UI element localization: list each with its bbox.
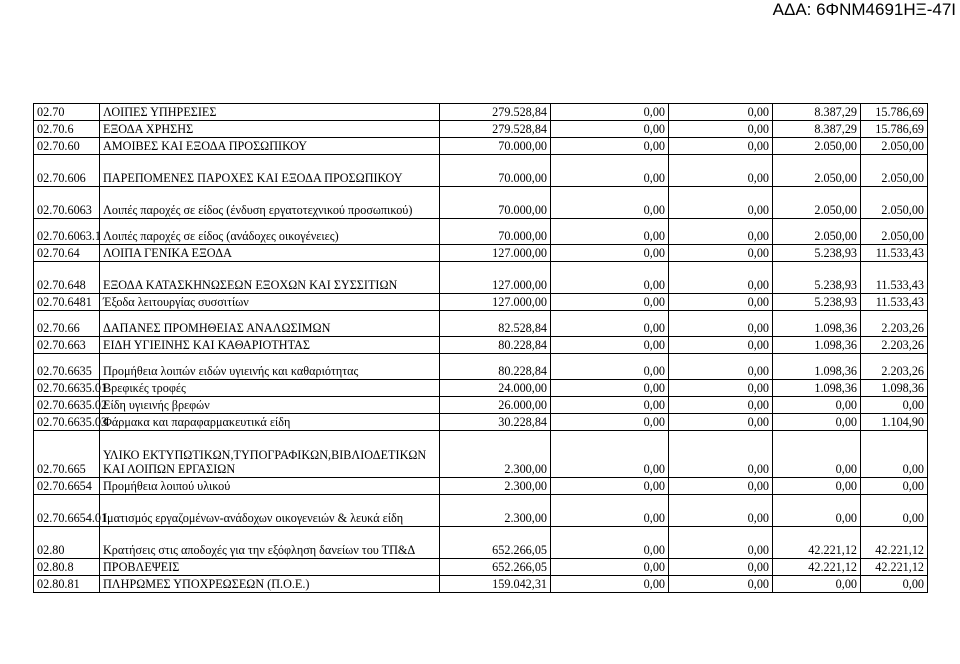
amount-col-4: 42.221,12	[773, 527, 861, 559]
table-row	[34, 431, 928, 478]
table-row	[34, 155, 928, 187]
account-description: ΕΞΟΔΑ ΧΡΗΣΗΣ	[100, 121, 440, 138]
amount-col-2: 0,00	[551, 478, 669, 495]
amount-col-5: 42.221,12	[861, 527, 928, 559]
budget-table-body	[34, 104, 928, 593]
amount-col-2: 0,00	[551, 354, 669, 380]
amount-col-3: 0,00	[669, 219, 773, 245]
budgeted-amount: 26.000,00	[440, 397, 551, 414]
budgeted-amount: 127.000,00	[440, 262, 551, 294]
table-row	[34, 138, 928, 155]
amount-col-3: 0,00	[669, 559, 773, 576]
account-code: 02.80	[34, 527, 100, 559]
amount-col-5: 0,00	[861, 397, 928, 414]
table-row	[34, 559, 928, 576]
budgeted-amount: 24.000,00	[440, 380, 551, 397]
amount-col-2: 0,00	[551, 527, 669, 559]
account-code: 02.80.8	[34, 559, 100, 576]
account-code: 02.70.606	[34, 155, 100, 187]
amount-col-5: 1.098,36	[861, 380, 928, 397]
amount-col-5: 0,00	[861, 576, 928, 593]
account-description: Βρεφικές τροφές	[100, 380, 440, 397]
amount-col-4: 0,00	[773, 414, 861, 431]
amount-col-4: 0,00	[773, 495, 861, 527]
amount-col-4: 8.387,29	[773, 104, 861, 121]
amount-col-2: 0,00	[551, 337, 669, 354]
account-code: 02.70.6063	[34, 187, 100, 219]
amount-col-3: 0,00	[669, 311, 773, 337]
amount-col-4: 2.050,00	[773, 187, 861, 219]
amount-col-4: 1.098,36	[773, 380, 861, 397]
amount-col-2: 0,00	[551, 559, 669, 576]
account-code: 02.70.6635	[34, 354, 100, 380]
ada-identifier: ΑΔΑ: 6ΦΝΜ4691ΗΞ-47Ι	[772, 0, 956, 19]
table-row	[34, 337, 928, 354]
account-code: 02.70.665	[34, 431, 100, 478]
table-row	[34, 495, 928, 527]
account-description: Λοιπές παροχές σε είδος (ανάδοχες οικογένειες)	[100, 219, 440, 245]
account-description: ΠΑΡΕΠΟΜΕΝΕΣ ΠΑΡΟΧΕΣ ΚΑΙ ΕΞΟΔΑ ΠΡΟΣΩΠΙΚΟΥ	[100, 155, 440, 187]
amount-col-5: 11.533,43	[861, 262, 928, 294]
amount-col-4: 2.050,00	[773, 138, 861, 155]
amount-col-2: 0,00	[551, 294, 669, 311]
amount-col-3: 0,00	[669, 354, 773, 380]
amount-col-4: 5.238,93	[773, 245, 861, 262]
budgeted-amount: 2.300,00	[440, 431, 551, 478]
table-row	[34, 121, 928, 138]
budgeted-amount: 80.228,84	[440, 337, 551, 354]
amount-col-5: 2.050,00	[861, 138, 928, 155]
amount-col-5: 2.203,26	[861, 337, 928, 354]
amount-col-5: 11.533,43	[861, 294, 928, 311]
amount-col-2: 0,00	[551, 431, 669, 478]
amount-col-5: 0,00	[861, 431, 928, 478]
amount-col-4: 1.098,36	[773, 354, 861, 380]
account-description: ΥΛΙΚΟ ΕΚΤΥΠΩΤΙΚΩΝ,ΤΥΠΟΓΡΑΦΙΚΩΝ,ΒΙΒΛΙΟΔΕΤΙΚΩΝ ΚΑΙ ΛΟΙΠΩΝ ΕΡΓΑΣΙΩΝ	[100, 431, 440, 478]
amount-col-4: 1.098,36	[773, 337, 861, 354]
account-code: 02.70.6635.03	[34, 414, 100, 431]
amount-col-5: 0,00	[861, 478, 928, 495]
account-code: 02.70.60	[34, 138, 100, 155]
account-description: ΠΛΗΡΩΜΕΣ ΥΠΟΧΡΕΩΣΕΩΝ (Π.Ο.Ε.)	[100, 576, 440, 593]
amount-col-4: 0,00	[773, 478, 861, 495]
account-code: 02.70.648	[34, 262, 100, 294]
amount-col-4: 2.050,00	[773, 155, 861, 187]
amount-col-5: 2.050,00	[861, 155, 928, 187]
budgeted-amount: 70.000,00	[440, 187, 551, 219]
account-code: 02.70.6654	[34, 478, 100, 495]
budgeted-amount: 70.000,00	[440, 155, 551, 187]
table-row	[34, 478, 928, 495]
amount-col-4: 42.221,12	[773, 559, 861, 576]
amount-col-5: 0,00	[861, 495, 928, 527]
budgeted-amount: 652.266,05	[440, 527, 551, 559]
budget-table	[33, 103, 928, 593]
account-code: 02.80.81	[34, 576, 100, 593]
amount-col-3: 0,00	[669, 431, 773, 478]
table-row	[34, 104, 928, 121]
amount-col-3: 0,00	[669, 337, 773, 354]
amount-col-5: 42.221,12	[861, 559, 928, 576]
table-row	[34, 380, 928, 397]
budgeted-amount: 70.000,00	[440, 138, 551, 155]
account-code: 02.70.6635.02	[34, 397, 100, 414]
amount-col-3: 0,00	[669, 121, 773, 138]
table-row	[34, 397, 928, 414]
account-description: Φάρμακα και παραφαρμακευτικά είδη	[100, 414, 440, 431]
amount-col-2: 0,00	[551, 121, 669, 138]
account-code: 02.70.66	[34, 311, 100, 337]
amount-col-3: 0,00	[669, 576, 773, 593]
amount-col-5: 2.050,00	[861, 219, 928, 245]
account-description: Έξοδα λειτουργίας συσσιτίων	[100, 294, 440, 311]
amount-col-4: 2.050,00	[773, 219, 861, 245]
amount-col-4: 0,00	[773, 431, 861, 478]
amount-col-3: 0,00	[669, 187, 773, 219]
account-description: Προμήθεια λοιπού υλικού	[100, 478, 440, 495]
account-code: 02.70.6654.01	[34, 495, 100, 527]
account-description: Είδη υγιεινής βρεφών	[100, 397, 440, 414]
budgeted-amount: 80.228,84	[440, 354, 551, 380]
amount-col-5: 11.533,43	[861, 245, 928, 262]
amount-col-4: 1.098,36	[773, 311, 861, 337]
amount-col-4: 0,00	[773, 576, 861, 593]
budgeted-amount: 127.000,00	[440, 294, 551, 311]
account-description: ΕΞΟΔΑ ΚΑΤΑΣΚΗΝΩΣΕΩΝ ΕΞΟΧΩΝ ΚΑΙ ΣΥΣΣΙΤΙΩΝ	[100, 262, 440, 294]
account-description: ΕΙΔΗ ΥΓΙΕΙΝΗΣ ΚΑΙ ΚΑΘΑΡΙΟΤΗΤΑΣ	[100, 337, 440, 354]
account-code: 02.70.6063.1	[34, 219, 100, 245]
budgeted-amount: 82.528,84	[440, 311, 551, 337]
budgeted-amount: 2.300,00	[440, 478, 551, 495]
amount-col-3: 0,00	[669, 155, 773, 187]
amount-col-3: 0,00	[669, 104, 773, 121]
amount-col-4: 0,00	[773, 397, 861, 414]
budgeted-amount: 159.042,31	[440, 576, 551, 593]
account-code: 02.70.64	[34, 245, 100, 262]
account-description: ΠΡΟΒΛΕΨΕΙΣ	[100, 559, 440, 576]
table-row	[34, 414, 928, 431]
amount-col-3: 0,00	[669, 397, 773, 414]
amount-col-5: 15.786,69	[861, 121, 928, 138]
budgeted-amount: 127.000,00	[440, 245, 551, 262]
amount-col-3: 0,00	[669, 380, 773, 397]
account-code: 02.70.6635.01	[34, 380, 100, 397]
amount-col-5: 2.203,26	[861, 354, 928, 380]
amount-col-2: 0,00	[551, 187, 669, 219]
table-row	[34, 187, 928, 219]
amount-col-3: 0,00	[669, 495, 773, 527]
amount-col-2: 0,00	[551, 104, 669, 121]
account-description: Προμήθεια λοιπών ειδών υγιεινής και καθαριότητας	[100, 354, 440, 380]
amount-col-3: 0,00	[669, 478, 773, 495]
account-code: 02.70.663	[34, 337, 100, 354]
amount-col-2: 0,00	[551, 576, 669, 593]
table-row	[34, 219, 928, 245]
budgeted-amount: 2.300,00	[440, 495, 551, 527]
table-row	[34, 576, 928, 593]
table-row	[34, 527, 928, 559]
amount-col-5: 15.786,69	[861, 104, 928, 121]
account-description: ΔΑΠΑΝΕΣ ΠΡΟΜΗΘΕΙΑΣ ΑΝΑΛΩΣΙΜΩΝ	[100, 311, 440, 337]
amount-col-2: 0,00	[551, 262, 669, 294]
amount-col-2: 0,00	[551, 138, 669, 155]
budgeted-amount: 279.528,84	[440, 104, 551, 121]
account-description: Λοιπές παροχές σε είδος (ένδυση εργατοτεχνικού προσωπικού)	[100, 187, 440, 219]
amount-col-2: 0,00	[551, 155, 669, 187]
budgeted-amount: 279.528,84	[440, 121, 551, 138]
account-description: ΛΟΙΠΑ ΓΕΝΙΚΑ ΕΞΟΔΑ	[100, 245, 440, 262]
table-row	[34, 311, 928, 337]
amount-col-3: 0,00	[669, 527, 773, 559]
amount-col-3: 0,00	[669, 138, 773, 155]
table-row	[34, 354, 928, 380]
amount-col-4: 5.238,93	[773, 294, 861, 311]
account-code: 02.70	[34, 104, 100, 121]
table-row	[34, 294, 928, 311]
table-row	[34, 262, 928, 294]
account-description: ΑΜΟΙΒΕΣ ΚΑΙ ΕΞΟΔΑ ΠΡΟΣΩΠΙΚΟΥ	[100, 138, 440, 155]
amount-col-2: 0,00	[551, 219, 669, 245]
amount-col-3: 0,00	[669, 294, 773, 311]
amount-col-3: 0,00	[669, 262, 773, 294]
amount-col-3: 0,00	[669, 245, 773, 262]
amount-col-2: 0,00	[551, 245, 669, 262]
table-row	[34, 245, 928, 262]
amount-col-2: 0,00	[551, 380, 669, 397]
account-description: ΛΟΙΠΕΣ ΥΠΗΡΕΣΙΕΣ	[100, 104, 440, 121]
amount-col-3: 0,00	[669, 414, 773, 431]
amount-col-4: 8.387,29	[773, 121, 861, 138]
account-description: Κρατήσεις στις αποδοχές για την εξόφληση δανείων του ΤΠ&Δ	[100, 527, 440, 559]
budgeted-amount: 30.228,84	[440, 414, 551, 431]
amount-col-2: 0,00	[551, 495, 669, 527]
budgeted-amount: 652.266,05	[440, 559, 551, 576]
amount-col-5: 1.104,90	[861, 414, 928, 431]
amount-col-2: 0,00	[551, 397, 669, 414]
amount-col-5: 2.050,00	[861, 187, 928, 219]
amount-col-2: 0,00	[551, 311, 669, 337]
amount-col-4: 5.238,93	[773, 262, 861, 294]
budgeted-amount: 70.000,00	[440, 219, 551, 245]
account-code: 02.70.6	[34, 121, 100, 138]
account-code: 02.70.6481	[34, 294, 100, 311]
amount-col-2: 0,00	[551, 414, 669, 431]
amount-col-5: 2.203,26	[861, 311, 928, 337]
account-description: Ιματισμός εργαζομένων-ανάδοχων οικογενειών & λευκά είδη	[100, 495, 440, 527]
